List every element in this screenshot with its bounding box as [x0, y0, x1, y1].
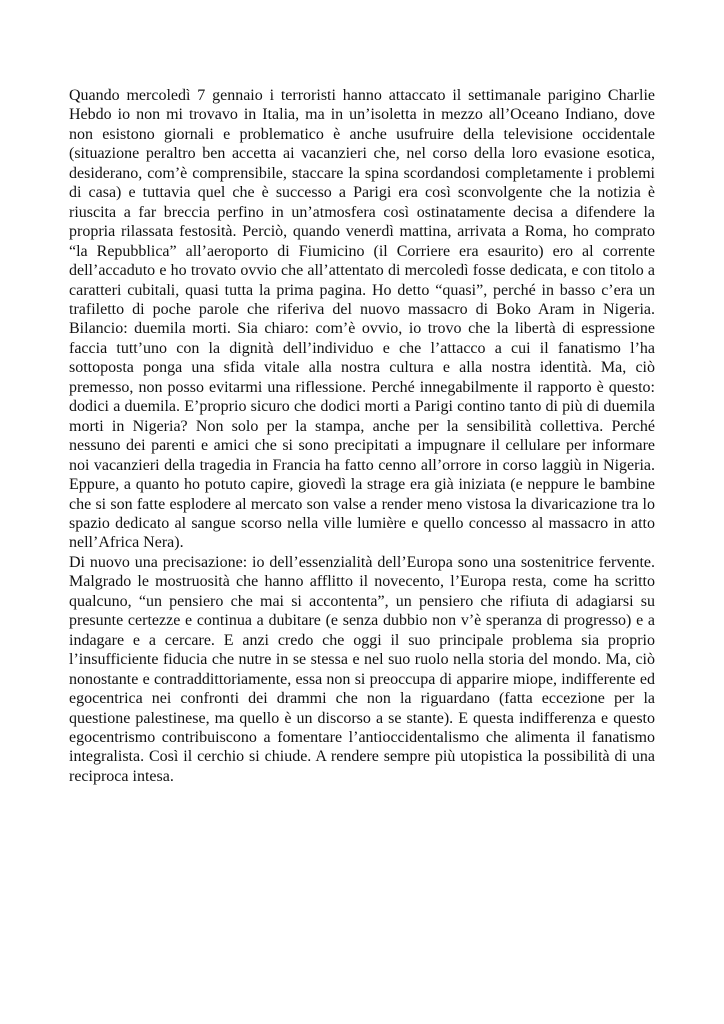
paragraph-1: Quando mercoledì 7 gennaio i terroristi hanno attaccato il settimanale parigino Charlie Hebdo io non mi trovavo in Italia, ma in un’isoletta in mezzo all’Oceano Indiano, dove non esistono giornali e problematico è anche usufruire della televisione occidentale (situazione peraltro ben accetta ai vacanzieri che, nel corso della loro evasione esotica, desiderano, com’è comprensibile, staccare la spina scordandosi completamente i problemi di casa) e tuttavia quel che è successo a Parigi era così sconvolgente che la notizia è riuscita a far breccia perfino in un’atmosfera così ostinatamente decisa a difendere la propria rilassata festosità. Perciò, quando venerdì mattina, arrivata a Roma, ho comprato “la Repubblica” all’aeroporto di Fiumicino (il Corriere era esaurito) ero al corrente dell’accaduto e ho trovato ovvio che all’attentato di mercoledì fosse dedicata, e con titolo a caratteri cubitali, quasi tutta la prima pagina. Ho detto “quasi”, perché in basso c’era un trafiletto di poche parole che riferiva del nuovo massacro di Boko Aram in Nigeria. Bilancio: duemila morti. Sia chiaro: com’è ovvio, io trovo che la libertà di espressione faccia tutt’uno con la dignità dell’individuo e che l’attacco a cui il fanatismo l’ha sottoposta ponga una sfida vitale alla nostra cultura e alla nostra identità. Ma, ciò premesso, non posso evitarmi una riflessione. Perché innegabilmente il rapporto è questo: dodici a duemila. E’proprio sicuro che dodici morti a Parigi contino tanto di più di duemila morti in Nigeria? Non solo per la stampa, anche per la sensibilità collettiva. Perché nessuno dei parenti e amici che si sono precipitati a impugnare il cellulare per informare noi vacanzieri della tragedia in Francia ha fatto cenno all’orrore in corso laggiù in Nigeria. Eppure, a quanto ho potuto capire, giovedì la strage era già iniziata (e neppure le bambine che si son fatte esplodere al mercato son valse a render meno vistosa la divaricazione tra lo spazio dedicato al sangue scorso nella ville lumière e quello concesso al massacro in atto nell’Africa Nera). — [69, 87, 655, 552]
paragraph-2: Di nuovo una precisazione: io dell’essenzialità dell’Europa sono una sostenitrice fervente. Malgrado le mostruosità che hanno afflitto il novecento, l’Europa resta, come ha scritto qualcuno, “un pensiero che mai si accontenta”, un pensiero che rifiuta di adagiarsi su presunte certezze e continua a dubitare (e senza dubbio non v’è speranza di progresso) e a indagare e a cercare. E anzi credo che oggi il suo principale problema sia proprio l’insufficiente fiducia che nutre in se stessa e nel suo ruolo nella storia del mondo. Ma, ciò nonostante e contraddittoriamente, essa non si preoccupa di apparire miope, indifferente ed egocentrica nei confronti dei drammi che non la riguardano (fatta eccezione per la questione palestinese, ma quello è un discorso a se stante). E questa indifferenza e questo egocentrismo contribuiscono a fomentare l’antioccidentalismo che alimenta il fanatismo integralista. Così il cerchio si chiude. A rendere sempre più utopistica la possibilità di una reciproca intesa. — [69, 553, 655, 785]
article-body — [69, 86, 655, 786]
